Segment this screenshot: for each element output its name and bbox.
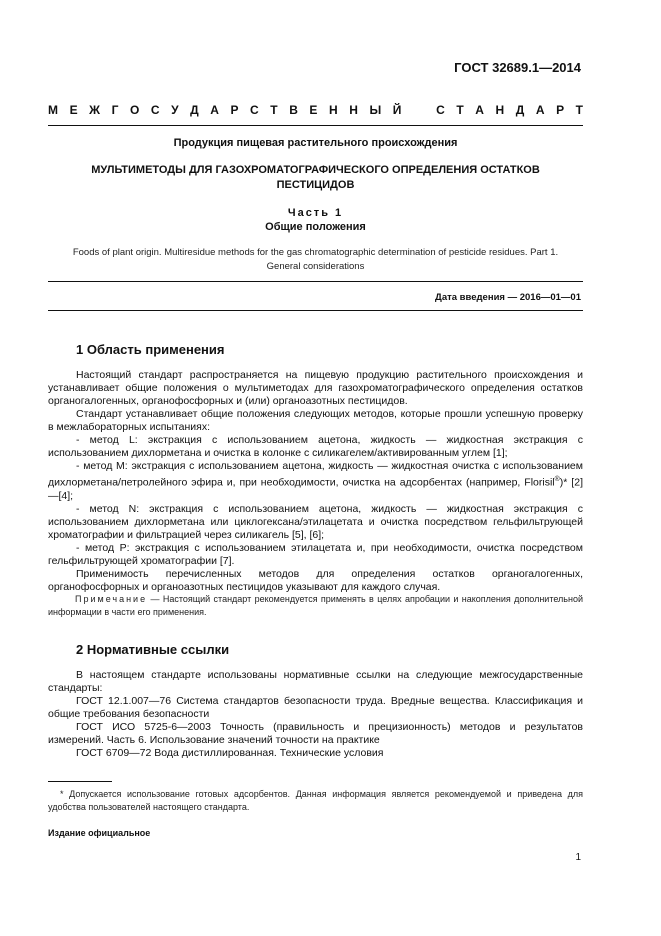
standard-type-letter: Е bbox=[69, 103, 78, 117]
standard-type-letter: Д bbox=[190, 103, 199, 117]
document-id: ГОСТ 32689.1—2014 bbox=[454, 60, 581, 75]
method-l-item: - метод L: экстракция с использованием ацетона, жидкость — жидкостная экстракция с использованием дихлорметана и очистка в колонке с силикагелем/активированным углем [1]; bbox=[48, 434, 583, 459]
standard-type-letter: У bbox=[171, 103, 179, 117]
standard-type-heading bbox=[48, 103, 583, 117]
product-title: Продукция пищевая растительного происхождения bbox=[173, 137, 458, 149]
standard-type-letter: О bbox=[129, 103, 140, 117]
standard-type-letter: М bbox=[48, 103, 58, 117]
standard-type-letter: Р bbox=[556, 103, 565, 117]
standard-type-letter: Н bbox=[349, 103, 358, 117]
note bbox=[48, 593, 583, 619]
standard-type-letter: С bbox=[436, 103, 445, 117]
part-number: Часть 1 bbox=[287, 207, 344, 219]
standard-type-letter: Н bbox=[495, 103, 505, 117]
date-divider bbox=[48, 310, 583, 311]
method-p-item: - метод P: экстракция с использованием этилацетата и, при необходимости, очистка посредством гельфильтрующей хроматографии [7]. bbox=[48, 541, 583, 567]
standard-type-letter: А bbox=[210, 103, 219, 117]
registered-mark: ® bbox=[554, 476, 560, 483]
standard-type-letter: Т bbox=[270, 103, 278, 117]
page-number: 1 bbox=[575, 852, 581, 863]
header-divider bbox=[48, 125, 583, 126]
paragraph: В настоящем стандарте использованы нормативные ссылки на следующие межгосударственные стандарты: bbox=[48, 669, 583, 694]
section-2-heading: 2 Нормативные ссылки bbox=[76, 642, 230, 657]
standard-type-letter: А bbox=[475, 103, 484, 117]
standard-type-letter: Й bbox=[392, 103, 402, 117]
english-title bbox=[48, 246, 583, 274]
reference-item: ГОСТ ИСО 5725-6—2003 Точность (правильность и прецизионность) методов и результатов измерений. Часть 6. Использование значений точности на практике bbox=[48, 721, 583, 746]
standard-type-letter: Е bbox=[309, 103, 318, 117]
paragraph: Стандарт устанавливает общие положения следующих методов, которые прошли успешную проверку в межлабораторных испытаниях: bbox=[48, 408, 583, 433]
method-n-item: - метод N: экстракция с использованием ацетона, жидкость — жидкостная экстракция с использованием дихлорметана или циклогексана/этилацетата и очистка посредством гельфильтрующей хроматографии и фильтрацией через силикагель [5], [6]; bbox=[48, 502, 583, 541]
standard-type-letter: Ж bbox=[89, 103, 100, 117]
official-edition-label: Издание официальное bbox=[48, 828, 151, 838]
method-m-item: - метод M: экстракция с использованием ацетона, жидкость — жидкостная очистка с использованием дихлорметана/петролейного эфира и, при необходимости, очистка на адсорбентах (например, Florisil®)* [2]—[4]; bbox=[48, 460, 583, 502]
footnote-separator bbox=[48, 781, 112, 782]
paragraph: Применимость перечисленных методов для определения остатков органогалогенных, органофосфорных и органоазотных пестицидов указывают для каждого случая. bbox=[48, 567, 583, 593]
main-title bbox=[48, 163, 583, 193]
main-title-line1: МУЛЬТИМЕТОДЫ ДЛЯ ГАЗОХРОМАТОГРАФИЧЕСКОГО ОПРЕДЕЛЕНИЯ ОСТАТКОВ bbox=[91, 164, 540, 176]
note-label: Примечание bbox=[75, 594, 148, 604]
note-text: — Настоящий стандарт рекомендуется применять в целях апробации и накопления дополнительной информации в части его применения. bbox=[48, 594, 583, 617]
standard-type-letter: В bbox=[289, 103, 298, 117]
standard-type-letter: Д bbox=[515, 103, 525, 117]
part-name: Общие положения bbox=[265, 221, 366, 233]
standard-type-letter: С bbox=[250, 103, 259, 117]
section-2-body bbox=[48, 669, 583, 760]
reference-item: ГОСТ 12.1.007—76 Система стандартов безопасности труда. Вредные вещества. Классификация и общие требования безопасности bbox=[48, 695, 583, 720]
paragraph: Настоящий стандарт распространяется на пищевую продукцию растительного происхождения и устанавливает общие положения о мультиметодах для газохроматографического определения остатков органогалогенных, органофосфорных и (или) органоазотных пестицидов. bbox=[48, 369, 583, 407]
footnote: * Допускается использование готовых адсорбентов. Данная информация является рекомендуемой и приведена для удобства пользователей настоящего стандарта. bbox=[48, 789, 583, 812]
standard-type-letter: Г bbox=[111, 103, 119, 117]
standard-type-letter: Т bbox=[456, 103, 464, 117]
standard-type-letter: А bbox=[535, 103, 545, 117]
standard-type-letter: С bbox=[150, 103, 160, 117]
standard-type-letter: Т bbox=[575, 103, 583, 117]
english-title-line2: General considerations bbox=[266, 261, 365, 272]
standard-type-letter: Ы bbox=[369, 103, 382, 117]
introduction-date: Дата введения — 2016—01—01 bbox=[435, 292, 581, 303]
english-title-line1: Foods of plant origin. Multiresidue methods for the gas chromatographic determination of pesticide residues. Part 1. bbox=[72, 247, 559, 258]
section-1-heading: 1 Область применения bbox=[76, 342, 225, 357]
main-title-line2: ПЕСТИЦИДОВ bbox=[276, 179, 355, 191]
section-1-body bbox=[48, 369, 583, 594]
standard-type-letter: Н bbox=[329, 103, 338, 117]
reference-item: ГОСТ 6709—72 Вода дистиллированная. Технические условия bbox=[76, 747, 384, 759]
title-divider bbox=[48, 281, 583, 282]
standard-type-letter: Р bbox=[230, 103, 239, 117]
